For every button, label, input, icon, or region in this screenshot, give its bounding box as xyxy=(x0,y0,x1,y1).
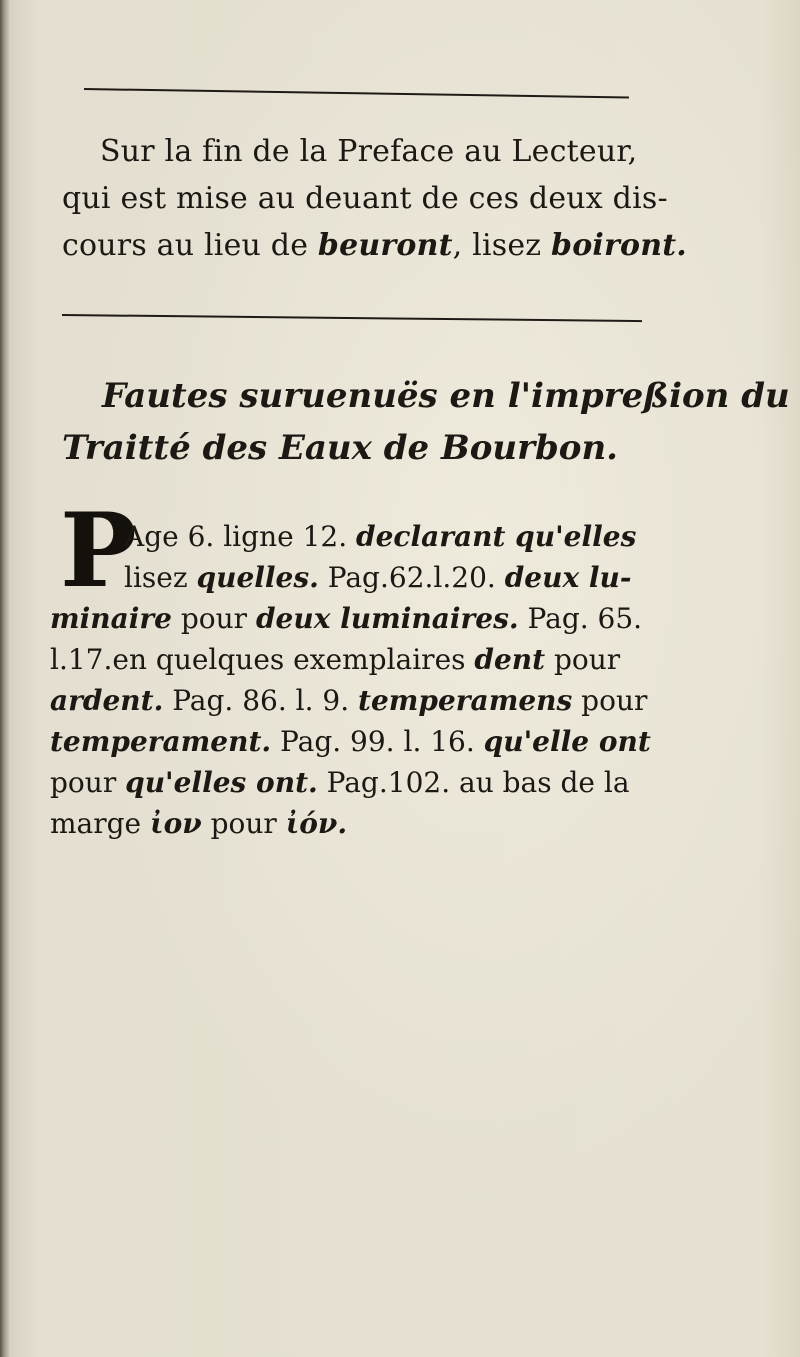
errata-line-2: lisez quelles. Pag.62.l.20. deux lu- xyxy=(124,561,632,594)
errata-line-4: l.17.en quelques exemplaires dent pour xyxy=(50,643,621,676)
errata-list xyxy=(50,516,650,844)
errata-line-5: ardent. Pag. 86. l. 9. temperamens pour xyxy=(50,684,648,717)
preface-erratum-note xyxy=(62,128,687,269)
errata-line-8: marge ἰον pour ἰόν. xyxy=(50,807,348,840)
heading-line-1: Fautes suruenuës en l'impreßion du xyxy=(102,376,790,416)
errata-line-1: Age 6. ligne 12. declarant qu'elles xyxy=(124,520,637,553)
errata-line-6: temperament. Pag. 99. l. 16. qu'elle ont xyxy=(50,725,651,758)
errata-heading xyxy=(62,370,790,474)
drop-capital: P xyxy=(60,491,137,611)
errata-line-3: minaire pour deux luminaires. Pag. 65. xyxy=(50,602,643,635)
errata-line-7: pour qu'elles ont. Pag.102. au bas de la xyxy=(50,766,630,799)
note-line-2: qui est mise au deuant de ces deux dis- xyxy=(62,181,668,216)
top-rule xyxy=(84,88,629,99)
heading-line-2: Traitté des Eaux de Bourbon. xyxy=(62,428,619,468)
note-line-1: Sur la fin de la Preface au Lecteur, xyxy=(100,134,638,169)
middle-rule xyxy=(62,314,642,322)
note-line-3: cours au lieu de beuront, lisez boiront. xyxy=(62,228,687,263)
